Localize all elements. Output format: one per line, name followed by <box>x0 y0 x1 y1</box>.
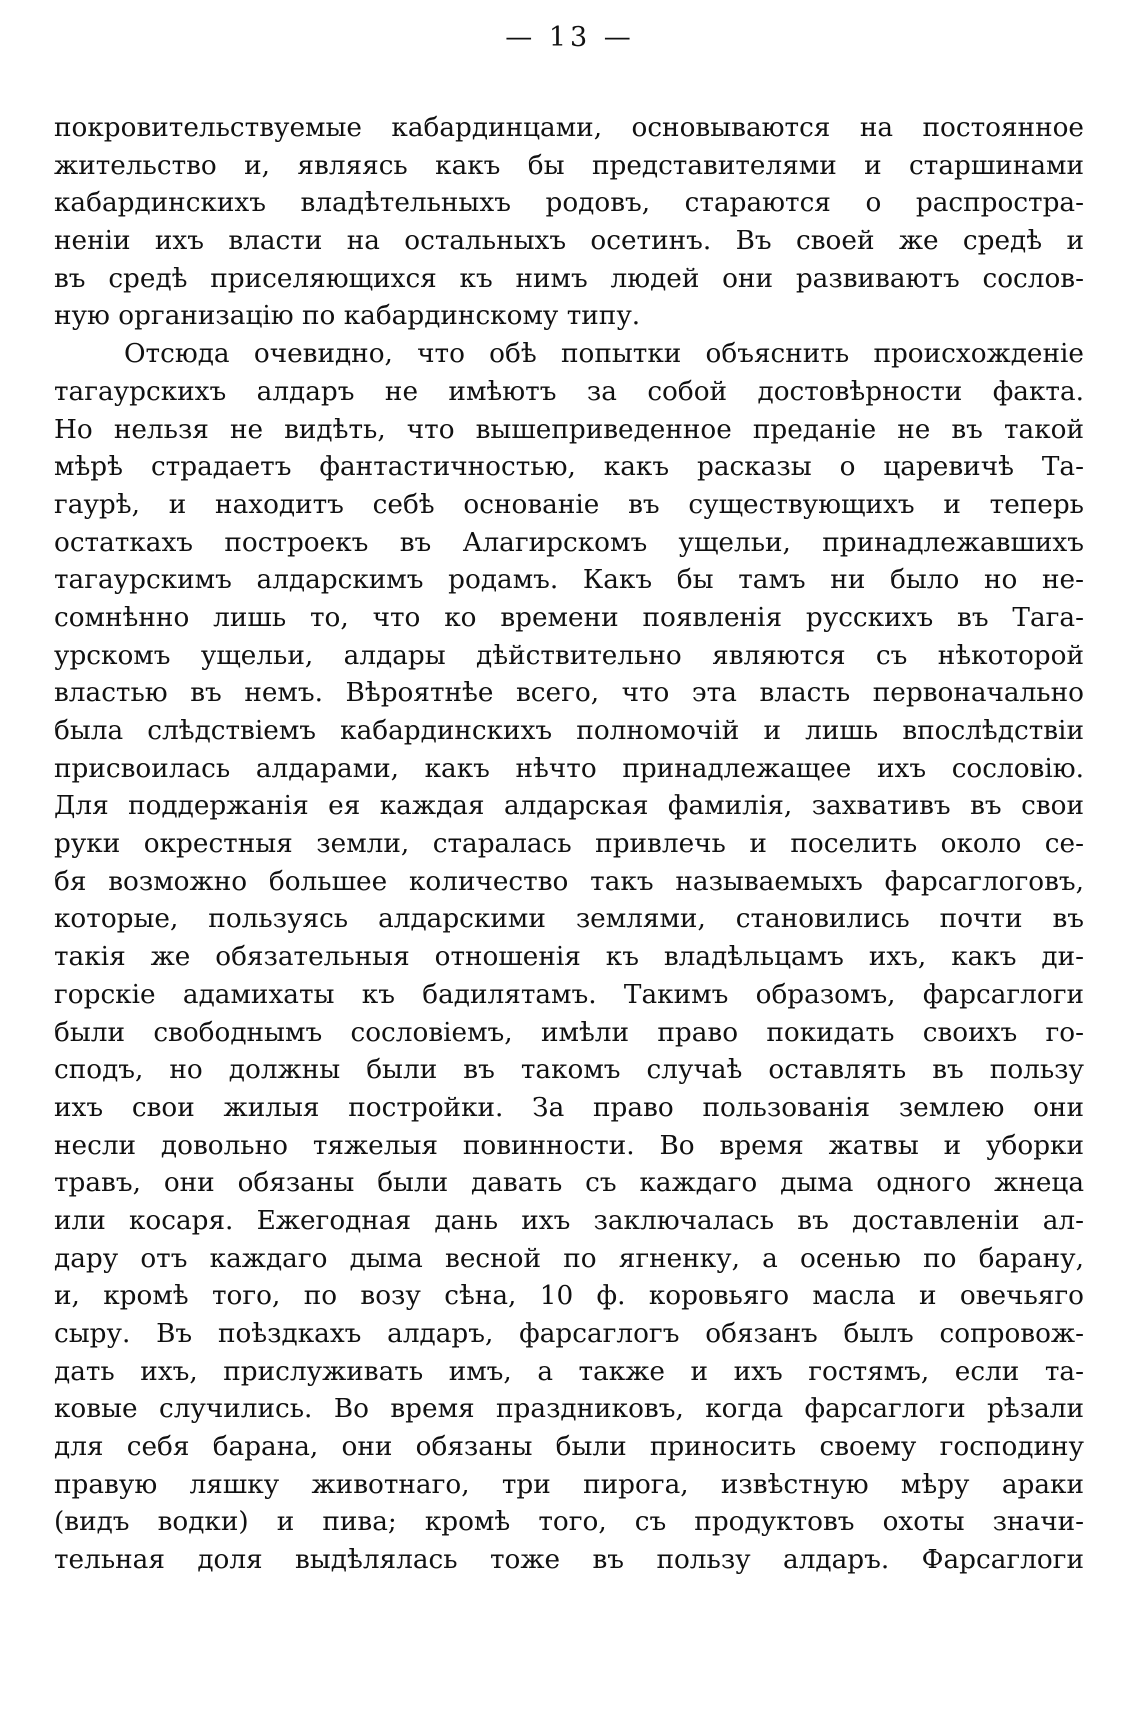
text-line: была слѣдствіемъ кабардинскихъ полномочій и лишь впослѣдствіи <box>54 716 1084 746</box>
text-line: бя возможно большее количество такъ называемыхъ фарсаглоговъ, <box>54 866 1084 897</box>
text-line: (видъ водки) и пива; кромѣ того, съ продуктовъ охоты значи- <box>54 1507 1084 1538</box>
text-line: тельная доля выдѣлялась тоже въ пользу алдаръ. Фарсаглоги <box>54 1545 1084 1576</box>
paragraph <box>54 110 1084 336</box>
body-text <box>54 110 1084 1580</box>
text-line: которые, пользуясь алдарскими землями, становились почти въ <box>54 904 1084 935</box>
paragraph <box>54 336 1084 1580</box>
text-line: для себя барана, они обязаны были приносить своему господину <box>54 1432 1084 1463</box>
text-line: несли довольно тяжелыя повинности. Во время жатвы и уборки <box>54 1130 1084 1161</box>
text-line: въ средѣ приселяющихся къ нимъ людей они развиваютъ сослов- <box>54 263 1084 294</box>
text-line: горскіе адамихаты къ бадилятамъ. Такимъ образомъ, фарсаглоги <box>54 979 1084 1010</box>
text-line: урскомъ ущельи, алдары дѣйствительно являются съ нѣкоторой <box>54 640 1084 671</box>
text-line: сподъ, но должны были въ такомъ случаѣ оставлять въ пользу <box>54 1055 1084 1086</box>
text-line: сыру. Въ поѣздкахъ алдаръ, фарсаглогъ обязанъ былъ сопровож- <box>54 1319 1084 1349</box>
text-line: ковые случились. Во время праздниковъ, когда фарсаглоги рѣзали <box>54 1394 1084 1425</box>
text-line: кабардинскихъ владѣтельныхъ родовъ, стараются о распростра- <box>54 188 1084 219</box>
page-number: — 13 — <box>505 22 635 53</box>
text-line: неніи ихъ власти на остальныхъ осетинъ. Въ своей же средѣ и <box>54 226 1084 257</box>
text-line: ную организацію по кабардинскому типу. <box>54 301 641 332</box>
text-line: были свободнымъ сословіемъ, имѣли право покидать своихъ го- <box>54 1017 1084 1048</box>
text-line: или косаря. Ежегодная дань ихъ заключалась въ доставленіи ал- <box>54 1205 1084 1236</box>
text-line: жительство и, являясь какъ бы представителями и старшинами <box>54 150 1084 181</box>
text-line: гаурѣ, и находитъ себѣ основаніе въ существующихъ и теперь <box>54 489 1084 520</box>
text-line: дать ихъ, прислуживать имъ, а также и ихъ гостямъ, если та- <box>54 1356 1084 1387</box>
text-line: дару отъ каждаго дыма весной по ягненку, а осенью по барану, <box>54 1243 1084 1274</box>
text-line: такія же обязательныя отношенія къ владѣльцамъ ихъ, какъ ди- <box>54 942 1084 973</box>
text-line: руки окрестныя земли, старалась привлечь и поселить около се- <box>54 829 1084 860</box>
text-line: покровительствуемые кабардинцами, основываются на постоянное <box>54 113 1084 143</box>
text-line: Для поддержанія ея каждая алдарская фамилія, захвативъ въ свои <box>54 791 1084 822</box>
text-line: сомнѣнно лишь то, что ко времени появленія русскихъ въ Тага- <box>54 602 1084 633</box>
text-line: тагаурскихъ алдаръ не имѣютъ за собой достовѣрности факта. <box>54 376 1084 407</box>
text-line: остаткахъ построекъ въ Алагирскомъ ущельи, принадлежавшихъ <box>54 527 1084 558</box>
text-line: властью въ немъ. Вѣроятнѣе всего, что эта власть первоначально <box>54 678 1084 709</box>
text-line: Но нельзя не видѣть, что вышеприведенное преданіе не въ такой <box>54 414 1084 445</box>
text-line: присвоилась алдарами, какъ нѣчто принадлежащее ихъ сословію. <box>54 753 1084 784</box>
text-line: мѣрѣ страдаетъ фантастичностью, какъ расказы о царевичѣ Та- <box>54 452 1084 483</box>
text-line: тагаурскимъ алдарскимъ родамъ. Какъ бы тамъ ни было но не- <box>54 565 1084 596</box>
text-line: Отсюда очевидно, что обѣ попытки объяснить происхожденіе <box>124 339 1084 370</box>
text-line: травъ, они обязаны были давать съ каждаго дыма одного жнеца <box>54 1168 1084 1199</box>
text-line: и, кромѣ того, по возу сѣна, 10 ф. коровьяго масла и овечьяго <box>54 1281 1084 1312</box>
text-line: правую ляшку животнаго, три пирога, извѣстную мѣру араки <box>54 1469 1084 1500</box>
text-line: ихъ свои жилыя постройки. За право пользованія землею они <box>54 1092 1084 1123</box>
